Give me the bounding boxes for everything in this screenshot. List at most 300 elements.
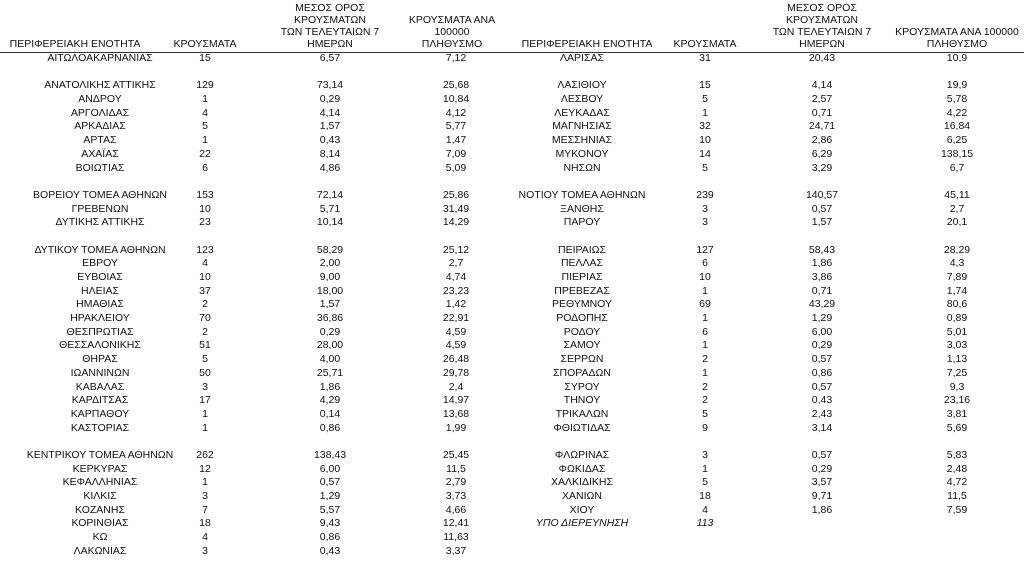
spacer-row xyxy=(512,66,1024,80)
table-row xyxy=(512,148,1024,162)
cell-region: ΚΕΝΤΡΙΚΟΥ ΤΟΜΕΑ ΑΘΗΝΩΝ xyxy=(26,448,174,461)
cell-per100k: 29,78 xyxy=(442,366,470,379)
table-row xyxy=(512,93,1024,107)
cell-per100k: 5,69 xyxy=(946,421,968,434)
cell-avg7: 28,00 xyxy=(316,339,344,352)
cell-per100k xyxy=(890,175,1024,189)
cell-avg7: 5,57 xyxy=(319,503,341,516)
cell-region: ΗΡΑΚΛΕΙΟΥ xyxy=(70,312,130,325)
cell-region: ΘΗΡΑΣ xyxy=(82,353,118,366)
cell-region: ΡΟΔΟΥ xyxy=(563,325,601,338)
cell-region: ΚΙΛΚΙΣ xyxy=(83,490,117,502)
cell-avg7 xyxy=(772,517,872,531)
cell-region: ΧΑΝΙΩΝ xyxy=(562,490,602,502)
cell-per100k: 7,89 xyxy=(946,271,968,283)
cell-cases: 239 xyxy=(696,188,714,201)
cell-avg7: 6,00 xyxy=(319,462,341,475)
cell-per100k: 12,41 xyxy=(442,517,470,530)
cell-per100k xyxy=(400,175,512,189)
cell-avg7: 18,00 xyxy=(316,284,344,297)
table-row xyxy=(0,408,512,422)
cell-cases: 3 xyxy=(202,490,208,502)
cell-avg7: 20,43 xyxy=(808,52,836,64)
cell-cases: 2 xyxy=(202,325,208,338)
cell-avg7 xyxy=(772,175,872,189)
cell-cases: 31 xyxy=(699,52,711,64)
right-table xyxy=(512,0,1024,530)
table-row xyxy=(512,381,1024,395)
spacer-row xyxy=(512,175,1024,189)
cell-cases: 10 xyxy=(699,134,711,147)
cell-per100k: 6,25 xyxy=(946,134,968,147)
table-row xyxy=(0,162,512,176)
cell-region: ΘΕΣΣΑΛΟΝΙΚΗΣ xyxy=(59,339,141,352)
cell-avg7: 0,57 xyxy=(811,202,833,215)
cell-cases: 123 xyxy=(196,243,214,256)
cell-avg7: 3,29 xyxy=(811,161,833,174)
cell-cases: 153 xyxy=(196,188,214,201)
cell-region: ΑΡΚΑΔΙΑΣ xyxy=(74,120,126,133)
cell-per100k: 4,22 xyxy=(946,106,968,119)
cell-per100k: 31,49 xyxy=(442,202,470,215)
cell-cases: 4 xyxy=(202,531,208,544)
cell-avg7 xyxy=(772,230,872,244)
cell-cases: 1 xyxy=(702,339,708,352)
cell-region: ΠΕΙΡΑΙΩΣ xyxy=(558,243,606,256)
cell-region: ΕΥΒΟΙΑΣ xyxy=(77,271,123,283)
cell-avg7: 1,57 xyxy=(319,120,341,133)
cell-region: ΚΕΡΚΥΡΑΣ xyxy=(72,462,128,475)
cell-per100k: 1,99 xyxy=(445,421,467,434)
table-row xyxy=(0,339,512,353)
cell-region: ΓΡΕΒΕΝΩΝ xyxy=(71,202,129,215)
table-row xyxy=(0,490,512,504)
cell-region xyxy=(512,230,652,244)
cell-avg7: 10,14 xyxy=(316,216,344,229)
cell-per100k: 19,9 xyxy=(946,79,968,92)
cell-avg7: 4,86 xyxy=(319,161,341,174)
cell-cases: 5 xyxy=(702,161,708,174)
table-row xyxy=(512,298,1024,312)
cell-per100k: 7,09 xyxy=(445,147,467,160)
table-row xyxy=(0,298,512,312)
table-row xyxy=(0,326,512,340)
table-row xyxy=(512,312,1024,326)
cell-cases: 12 xyxy=(199,462,211,475)
spacer-row xyxy=(0,435,512,449)
cell-avg7 xyxy=(280,435,380,449)
cell-per100k: 25,12 xyxy=(442,243,470,256)
cell-avg7: 1,86 xyxy=(811,503,833,516)
cell-region: ΔΥΤΙΚΗΣ ΑΤΤΙΚΗΣ xyxy=(55,216,145,229)
cell-cases: 1 xyxy=(702,312,708,325)
cell-cases: 129 xyxy=(196,79,214,92)
cell-avg7: 0,57 xyxy=(811,353,833,366)
cell-region: ΑΝΑΤΟΛΙΚΗΣ ΑΤΤΙΚΗΣ xyxy=(44,79,156,92)
cell-region: ΤΡΙΚΑΛΩΝ xyxy=(555,407,609,420)
cell-avg7: 25,71 xyxy=(316,366,344,379)
cell-cases: 10 xyxy=(699,271,711,283)
cell-per100k: 2,79 xyxy=(445,476,467,489)
cell-avg7 xyxy=(280,230,380,244)
cell-cases: 7 xyxy=(202,503,208,516)
cell-avg7: 24,71 xyxy=(808,120,836,133)
cell-per100k: 7,12 xyxy=(445,52,467,64)
cell-per100k: 14,29 xyxy=(442,216,470,229)
cell-region: ΧΙΟΥ xyxy=(569,503,595,516)
table-row xyxy=(512,408,1024,422)
cell-avg7: 0,29 xyxy=(319,325,341,338)
cell-avg7: 0,29 xyxy=(319,93,341,106)
cell-cases: 18 xyxy=(699,490,711,502)
cell-per100k: 10,84 xyxy=(442,93,470,106)
cell-per100k: 1,74 xyxy=(946,284,968,297)
cell-per100k xyxy=(400,435,512,449)
cell-region: ΣΠΟΡΑΔΩΝ xyxy=(553,366,611,379)
spacer-row xyxy=(0,175,512,189)
table-row xyxy=(512,367,1024,381)
cell-per100k: 25,68 xyxy=(442,79,470,92)
cell-avg7: 0,86 xyxy=(811,366,833,379)
cell-cases: 5 xyxy=(702,93,708,106)
cell-avg7: 6,29 xyxy=(811,147,833,160)
cell-avg7: 4,00 xyxy=(319,353,341,366)
cell-per100k: 3,37 xyxy=(445,544,467,557)
cell-cases: 32 xyxy=(699,120,711,133)
cell-cases: 1 xyxy=(702,366,708,379)
cell-region: ΦΛΩΡΙΝΑΣ xyxy=(554,448,610,461)
cell-region: ΞΑΝΘΗΣ xyxy=(560,202,604,215)
table-row xyxy=(512,120,1024,134)
table-row xyxy=(0,422,512,436)
cell-cases: 51 xyxy=(199,339,211,352)
cell-region xyxy=(512,435,652,449)
left-table xyxy=(0,0,512,557)
cell-avg7: 140,57 xyxy=(805,188,839,201)
cell-cases: 6 xyxy=(702,325,708,338)
cell-cases: 17 xyxy=(199,394,211,407)
cell-avg7: 3,57 xyxy=(811,476,833,489)
table-row xyxy=(0,189,512,203)
table-row xyxy=(512,490,1024,504)
cell-region: ΧΑΛΚΙΔΙΚΗΣ xyxy=(551,476,613,489)
cell-per100k xyxy=(890,517,1024,531)
table-row xyxy=(0,517,512,531)
cell-avg7: 0,43 xyxy=(319,134,341,147)
cell-region: ΝΗΣΩΝ xyxy=(563,161,601,174)
cell-cases: 69 xyxy=(699,298,711,311)
table-row xyxy=(0,545,512,559)
cell-per100k: 4,3 xyxy=(949,257,965,270)
cell-cases: 3 xyxy=(202,544,208,557)
table-row xyxy=(0,531,512,545)
cell-cases: 10 xyxy=(199,271,211,283)
cell-region: ΗΜΑΘΙΑΣ xyxy=(76,298,124,311)
cell-avg7 xyxy=(280,175,380,189)
cell-avg7: 2,57 xyxy=(811,93,833,106)
cell-cases: 70 xyxy=(199,312,211,325)
cell-per100k xyxy=(890,230,1024,244)
cell-cases: 5 xyxy=(702,407,708,420)
cell-per100k: 11,63 xyxy=(443,531,469,544)
table-row xyxy=(0,257,512,271)
cell-avg7: 2,43 xyxy=(811,407,833,420)
cell-region: ΠΑΡΟΥ xyxy=(563,216,601,229)
table-row xyxy=(0,312,512,326)
cell-region: ΑΙΤΩΛΟΑΚΑΡΝΑΝΙΑΣ xyxy=(47,52,153,64)
cell-cases: 1 xyxy=(202,421,208,434)
table-row xyxy=(512,134,1024,148)
table-row xyxy=(0,134,512,148)
cell-region: ΛΑΚΩΝΙΑΣ xyxy=(73,544,127,557)
cell-per100k: 5,83 xyxy=(946,448,968,461)
table-row xyxy=(0,244,512,258)
cell-cases: 9 xyxy=(702,421,708,434)
cell-per100k: 5,77 xyxy=(445,120,467,133)
cell-cases: 37 xyxy=(199,284,211,297)
cell-per100k: 22,91 xyxy=(442,312,470,325)
cell-cases: 15 xyxy=(699,79,711,92)
cell-region: ΜΥΚΟΝΟΥ xyxy=(555,147,609,160)
cell-region: ΗΛΕΙΑΣ xyxy=(80,284,119,297)
cell-cases: 262 xyxy=(196,448,214,461)
table-row xyxy=(0,504,512,518)
cell-region xyxy=(512,66,652,80)
table-row xyxy=(0,120,512,134)
cell-region: ΒΟΙΩΤΙΑΣ xyxy=(75,161,125,174)
cell-cases: 2 xyxy=(702,353,708,366)
cell-per100k: 2,7 xyxy=(448,257,464,270)
cell-cases: 113 xyxy=(696,517,714,530)
cell-avg7: 5,71 xyxy=(319,202,341,215)
cell-region: ΣΕΡΡΩΝ xyxy=(560,353,604,366)
cell-per100k: 5,78 xyxy=(946,93,968,106)
cell-per100k: 138,15 xyxy=(940,147,974,160)
cell-region: ΛΑΣΙΘΙΟΥ xyxy=(557,79,607,92)
cell-avg7: 9,43 xyxy=(319,517,341,530)
cell-cases: 3 xyxy=(702,448,708,461)
cell-per100k: 1,47 xyxy=(445,134,467,147)
cell-region: ΜΑΓΝΗΣΙΑΣ xyxy=(552,120,612,133)
cell-cases: 1 xyxy=(702,284,708,297)
spacer-row xyxy=(0,230,512,244)
cell-cases xyxy=(660,435,750,449)
cell-cases: 5 xyxy=(202,353,208,366)
table-row xyxy=(512,326,1024,340)
cell-avg7: 2,00 xyxy=(319,257,341,270)
cell-cases: 14 xyxy=(699,147,711,160)
cell-per100k: 20,1 xyxy=(946,216,968,229)
cell-region xyxy=(512,175,652,189)
cell-per100k: 7,59 xyxy=(946,503,968,516)
cell-cases: 1 xyxy=(202,134,208,147)
cell-region: ΡΕΘΥΜΝΟΥ xyxy=(551,298,612,311)
cell-region: ΚΕΦΑΛΛΗΝΙΑΣ xyxy=(62,476,138,489)
table-row xyxy=(512,52,1024,66)
header-region: ΠΕΡΙΦΕΡΕΙΑΚΗ ΕΝΟΤΗΤΑ xyxy=(521,38,653,50)
cell-per100k: 3,03 xyxy=(946,339,968,352)
table-row xyxy=(512,244,1024,258)
cell-avg7 xyxy=(280,66,380,80)
table-row xyxy=(0,285,512,299)
cell-cases xyxy=(660,66,750,80)
cell-per100k: 6,7 xyxy=(949,161,965,174)
right-table-header xyxy=(512,0,1024,50)
table-row xyxy=(512,271,1024,285)
cell-avg7: 3,86 xyxy=(811,271,833,283)
cell-per100k: 28,29 xyxy=(943,243,971,256)
cell-avg7: 36,86 xyxy=(316,312,344,325)
table-row xyxy=(512,449,1024,463)
left-table-header xyxy=(0,0,512,50)
cell-region: ΚΟΡΙΝΘΙΑΣ xyxy=(71,517,129,530)
spacer-row xyxy=(512,435,1024,449)
cell-avg7: 0,57 xyxy=(319,476,341,489)
cell-per100k xyxy=(890,66,1024,80)
cell-avg7: 0,57 xyxy=(811,380,833,393)
header-avg7: ΜΕΣΟΣ ΟΡΟΣ ΚΡΟΥΣΜΑΤΩΝ ΤΩΝ ΤΕΛΕΥΤΑΙΩΝ 7 ΗΜΕΡΩΝ xyxy=(280,2,380,50)
cell-region: ΑΡΓΟΛΙΔΑΣ xyxy=(70,106,130,119)
cell-per100k: 1,42 xyxy=(445,298,467,311)
cell-avg7: 1,86 xyxy=(811,257,833,270)
cell-cases xyxy=(160,435,250,449)
left-table-body xyxy=(0,52,512,558)
cell-region: ΦΩΚΙΔΑΣ xyxy=(558,462,606,475)
cell-cases: 1 xyxy=(702,462,708,475)
table-row xyxy=(0,52,512,66)
header-per100k: ΚΡΟΥΣΜΑΤΑ ΑΝΑ 100000 ΠΛΗΘΥΣΜΟ xyxy=(895,26,1019,50)
header-region: ΠΕΡΙΦΕΡΕΙΑΚΗ ΕΝΟΤΗΤΑ xyxy=(9,38,141,50)
cell-cases: 18 xyxy=(199,517,211,530)
cell-cases: 6 xyxy=(202,161,208,174)
cell-region: ΚΑΡΔΙΤΣΑΣ xyxy=(71,394,129,407)
cell-avg7: 9,00 xyxy=(319,271,341,283)
cell-avg7: 1,57 xyxy=(319,298,341,311)
cell-avg7: 43,29 xyxy=(808,298,836,311)
header-avg7: ΜΕΣΟΣ ΟΡΟΣ ΚΡΟΥΣΜΑΤΩΝ ΤΩΝ ΤΕΛΕΥΤΑΙΩΝ 7 ΗΜΕΡΩΝ xyxy=(772,2,872,50)
cell-cases: 23 xyxy=(199,216,211,229)
cell-per100k xyxy=(400,230,512,244)
cell-region: ΡΟΔΟΠΗΣ xyxy=(556,312,608,325)
cell-cases: 4 xyxy=(702,503,708,516)
table-row xyxy=(0,79,512,93)
cell-per100k: 2,48 xyxy=(946,462,968,475)
cell-avg7: 1,29 xyxy=(811,312,833,325)
cell-cases: 5 xyxy=(202,120,208,133)
table-row xyxy=(0,107,512,121)
cell-cases: 2 xyxy=(202,298,208,311)
cell-per100k: 4,59 xyxy=(445,339,467,352)
cell-region: ΥΠΟ ΔΙΕΡΕΥΝΗΣΗ xyxy=(535,517,629,530)
spacer-row xyxy=(0,66,512,80)
cell-avg7: 138,43 xyxy=(313,448,347,461)
table-row xyxy=(512,79,1024,93)
cell-per100k: 10,9 xyxy=(946,52,968,64)
cell-avg7: 0,71 xyxy=(811,106,833,119)
cell-per100k: 80,6 xyxy=(946,298,968,311)
table-row xyxy=(512,107,1024,121)
cell-avg7: 0,57 xyxy=(811,448,833,461)
cell-region: ΦΘΙΩΤΙΔΑΣ xyxy=(553,421,611,434)
cell-avg7: 3,14 xyxy=(811,421,833,434)
header-cases: ΚΡΟΥΣΜΑΤΑ xyxy=(673,38,737,50)
cell-region: ΘΕΣΠΡΩΤΙΑΣ xyxy=(66,325,134,338)
cell-region: ΒΟΡΕΙΟΥ ΤΟΜΕΑ ΑΘΗΝΩΝ xyxy=(33,188,167,201)
cell-per100k: 4,72 xyxy=(946,476,968,489)
cell-per100k: 11,5 xyxy=(947,490,967,502)
cell-region: ΠΡΕΒΕΖΑΣ xyxy=(554,284,610,297)
cell-cases xyxy=(660,175,750,189)
cell-avg7: 4,14 xyxy=(811,79,833,92)
cell-per100k: 2,4 xyxy=(448,380,464,393)
cell-region: ΚΟΖΑΝΗΣ xyxy=(75,503,125,516)
cell-per100k: 13,68 xyxy=(442,407,470,420)
table-row xyxy=(512,504,1024,518)
cell-per100k xyxy=(890,435,1024,449)
cell-region: ΛΑΡΙΣΑΣ xyxy=(560,52,604,64)
cell-per100k: 4,12 xyxy=(445,106,467,119)
cell-avg7 xyxy=(772,435,872,449)
cell-avg7: 1,57 xyxy=(811,216,833,229)
table-row xyxy=(512,476,1024,490)
cell-region: ΣΑΜΟΥ xyxy=(563,339,601,352)
cell-cases: 22 xyxy=(199,147,211,160)
cell-avg7: 0,43 xyxy=(319,544,341,557)
cell-per100k: 5,09 xyxy=(445,161,467,174)
table-row xyxy=(512,339,1024,353)
cell-cases xyxy=(160,230,250,244)
cell-avg7: 0,14 xyxy=(319,407,341,420)
spacer-row xyxy=(512,230,1024,244)
cell-region: ΛΕΣΒΟΥ xyxy=(560,93,604,106)
cell-avg7: 2,86 xyxy=(811,134,833,147)
cell-region: ΣΥΡΟΥ xyxy=(564,380,600,393)
cell-cases: 127 xyxy=(696,243,714,256)
cell-cases xyxy=(160,66,250,80)
table-row xyxy=(0,367,512,381)
cell-avg7: 73,14 xyxy=(316,79,344,92)
table-row xyxy=(512,463,1024,477)
cell-per100k: 3,81 xyxy=(946,407,968,420)
table-row xyxy=(512,216,1024,230)
cell-per100k: 1,13 xyxy=(946,353,968,366)
cell-region: ΑΧΑΪΑΣ xyxy=(81,147,119,160)
cell-per100k: 26,48 xyxy=(442,353,470,366)
cell-cases: 50 xyxy=(199,366,211,379)
cell-avg7: 72,14 xyxy=(316,188,344,201)
table-row xyxy=(0,381,512,395)
table-row xyxy=(0,203,512,217)
cell-per100k: 2,7 xyxy=(949,202,965,215)
table-row xyxy=(0,216,512,230)
cell-avg7: 8,14 xyxy=(319,147,341,160)
cell-per100k: 23,23 xyxy=(442,284,470,297)
cell-per100k: 25,45 xyxy=(442,448,470,461)
cell-cases: 2 xyxy=(702,394,708,407)
cell-cases xyxy=(160,175,250,189)
table-row xyxy=(512,162,1024,176)
cell-cases: 4 xyxy=(202,257,208,270)
cell-per100k: 9,3 xyxy=(949,380,965,393)
cell-region: ΛΕΥΚΑΔΑΣ xyxy=(554,106,610,119)
header-cases: ΚΡΟΥΣΜΑΤΑ xyxy=(173,38,237,50)
cell-avg7: 1,29 xyxy=(319,490,341,502)
cell-region: ΑΡΤΑΣ xyxy=(83,134,117,147)
table-row xyxy=(0,463,512,477)
cell-cases: 1 xyxy=(202,407,208,420)
cell-per100k: 4,66 xyxy=(445,503,467,516)
table-row xyxy=(0,449,512,463)
